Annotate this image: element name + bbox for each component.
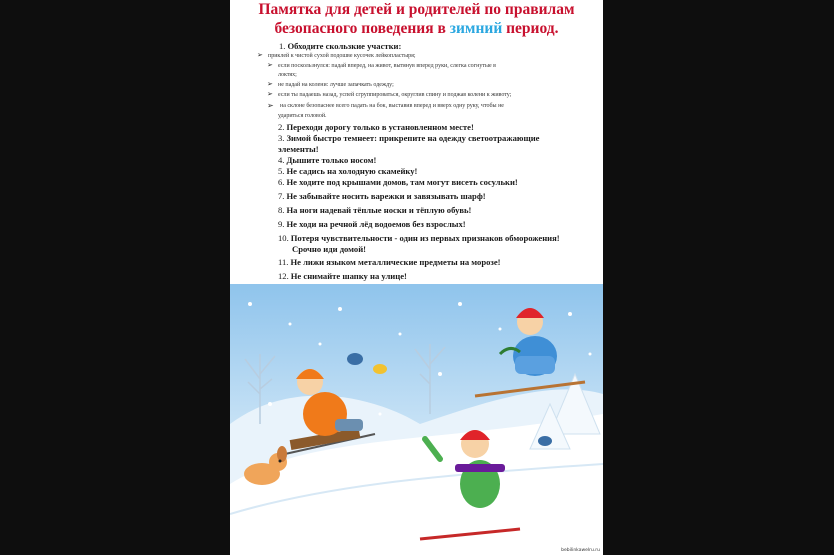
sub-item: локтях;: [278, 72, 297, 78]
rule-number: 1.: [279, 41, 286, 51]
rule-number: 10.: [278, 233, 289, 243]
sub-item: если ты падаешь назад, успей сгруппироваться, округлив спину и поджав колени к животу;: [278, 92, 512, 98]
rule-text: Не лижи языком металлические предметы на морозе!: [290, 257, 501, 267]
rule-text: Зимой быстро темнеет: прикрепите на одежду светоотражающие: [286, 133, 540, 143]
rule-item: [278, 233, 560, 244]
rule-item: [278, 257, 501, 268]
rule-text: Не снимайте шапку на улице!: [290, 271, 407, 281]
rule-number: 12.: [278, 271, 289, 281]
rule-item-continuation: элементы!: [278, 144, 319, 154]
sub-item: если поскользнулся: падай вперед, на живот, вытянув вперед руки, слегка согнутые в: [278, 63, 496, 69]
rule-text: Не ходи на речной лёд водоемов без взрослых!: [286, 219, 466, 229]
rule-item: [278, 271, 407, 282]
memo-title: [230, 0, 603, 38]
rule-text: Не ходите под крышами домов, там могут висеть сосульки!: [286, 177, 518, 187]
rule-text: Не забывайте носить варежки и завязывать шарф!: [286, 191, 486, 201]
memo-page: [230, 0, 603, 555]
bullet-arrow-icon: ➢: [267, 80, 273, 88]
rule-number: 2.: [278, 122, 285, 132]
rule-item: [278, 122, 474, 133]
rule-number: 7.: [278, 191, 285, 201]
title-line-2-start: безопасного поведения в: [274, 20, 450, 37]
bullet-arrow-icon: ➢: [267, 101, 274, 110]
rule-text: На ноги надевай тёплые носки и тёплую обувь!: [286, 205, 472, 215]
rule-item: [278, 177, 518, 188]
bullet-arrow-icon: ➢: [267, 61, 273, 69]
rule-number: 4.: [278, 155, 285, 165]
title-line-2-end: период.: [502, 20, 559, 37]
rule-number: 8.: [278, 205, 285, 215]
rule-text: Потеря чувствительности - один из первых признаков обморожения!: [290, 233, 560, 243]
winter-kids-illustration: [230, 284, 603, 555]
rule-number: 11.: [278, 257, 289, 267]
rule-item: [279, 41, 401, 52]
sub-item: приклей к чистой сухой подошве кусочек лейкопластыря;: [268, 53, 416, 59]
sub-item: на склоне безопаснее всего падать на бок, выставив вперед и вверх одну руку, чтобы не: [280, 103, 504, 109]
bullet-arrow-icon: ➢: [257, 51, 263, 59]
sub-item: удариться головой.: [278, 113, 327, 119]
rule-item: [278, 219, 466, 230]
rule-number: 5.: [278, 166, 285, 176]
bullet-arrow-icon: ➢: [267, 90, 273, 98]
rule-text: Дышите только носом!: [286, 155, 377, 165]
rule-text: Переходи дорогу только в установленном месте!: [286, 122, 474, 132]
rule-item: [278, 133, 539, 144]
rule-item: [278, 205, 471, 216]
rule-item-continuation: Срочно иди домой!: [292, 244, 367, 254]
title-line-1: Памятка для детей и родителей по правилам: [258, 1, 575, 18]
rule-text: Обходите скользкие участки:: [287, 41, 402, 51]
rule-item: [278, 166, 417, 177]
title-line-2: [230, 19, 603, 38]
title-highlight-word: зимний: [449, 20, 503, 37]
sub-item: не падай на колени: лучше запачкать одежду;: [278, 82, 394, 88]
rule-number: 3.: [278, 133, 285, 143]
source-credit: bebilinkawelru.ru: [561, 548, 600, 553]
rule-item: [278, 191, 486, 202]
rule-text: Не садись на холодную скамейку!: [286, 166, 418, 176]
rule-item: [278, 155, 376, 166]
rule-number: 6.: [278, 177, 285, 187]
rule-number: 9.: [278, 219, 285, 229]
